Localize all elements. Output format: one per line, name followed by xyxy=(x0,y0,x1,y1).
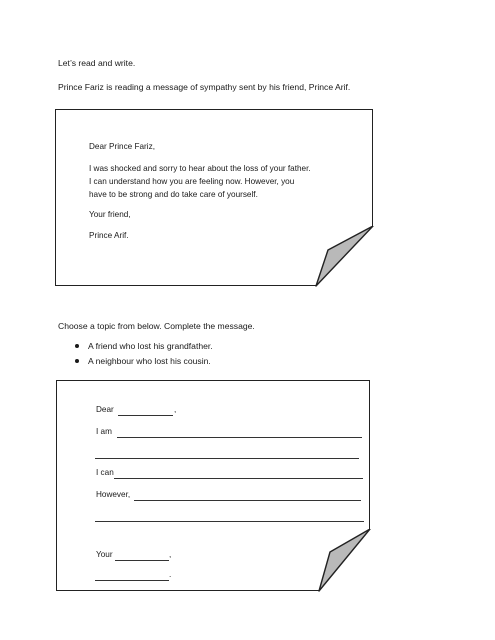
template-i-can-label: I can xyxy=(96,468,114,477)
topic-1: A friend who lost his grandfather. xyxy=(88,341,213,351)
letter-signature: Prince Arif. xyxy=(89,231,129,240)
template-dear-comma: , xyxy=(174,405,177,414)
template-your-comma: , xyxy=(169,550,172,559)
relationship-blank[interactable] xyxy=(115,560,169,561)
page-curl-icon xyxy=(314,226,376,288)
letter-body-line-3: have to be strong and do take care of yourself. xyxy=(89,190,258,199)
template-dear-label: Dear xyxy=(96,405,114,414)
message-blank-line-2[interactable] xyxy=(95,521,364,522)
intro-text: Prince Fariz is reading a message of sympathy sent by his friend, Prince Arif. xyxy=(58,82,351,92)
i-am-blank[interactable] xyxy=(117,437,362,438)
heading: Let’s read and write. xyxy=(58,58,136,68)
topic-2: A neighbour who lost his cousin. xyxy=(88,356,211,366)
however-blank[interactable] xyxy=(134,500,361,501)
message-blank-line-1[interactable] xyxy=(95,458,359,459)
bullet-icon xyxy=(75,359,79,363)
task-instruction: Choose a topic from below. Complete the message. xyxy=(58,321,255,331)
page-curl-icon xyxy=(318,529,372,593)
template-your-label: Your xyxy=(96,550,113,559)
letter-salutation: Dear Prince Fariz, xyxy=(89,142,155,151)
letter-closing: Your friend, xyxy=(89,210,131,219)
letter-body-line-1: I was shocked and sorry to hear about the loss of your father. xyxy=(89,164,311,173)
template-sign-period: . xyxy=(169,570,172,579)
signature-blank[interactable] xyxy=(95,580,169,581)
template-however-label: However, xyxy=(96,490,131,499)
recipient-blank[interactable] xyxy=(118,415,173,416)
bullet-icon xyxy=(75,344,79,348)
template-i-am-label: I am xyxy=(96,427,112,436)
letter-body-line-2: I can understand how you are feeling now. However, you xyxy=(89,177,295,186)
i-can-blank[interactable] xyxy=(114,478,363,479)
